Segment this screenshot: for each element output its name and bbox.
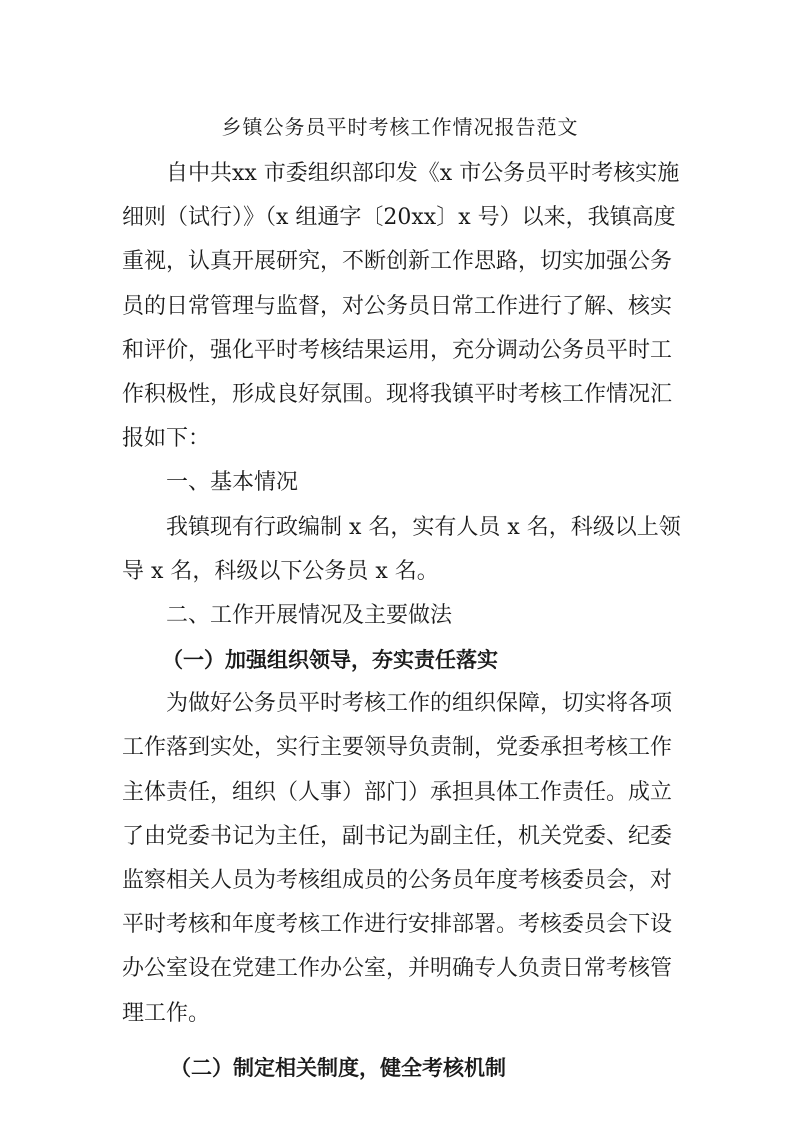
paragraph-line: 主体责任，组织（人事）部门）承担具体工作责任。成立 [122, 779, 673, 805]
paragraph-line: 导 x 名，科级以下公务员 x 名。 [122, 558, 439, 584]
paragraph-line: 平时考核和年度考核工作进行安排部署。考核委员会下设 [122, 912, 673, 938]
paragraph-line: 和评价，强化平时考核结果运用，充分调动公务员平时工 [122, 337, 673, 363]
paragraph-line: 自中共xx 市委组织部印发《x 市公务员平时考核实施 [166, 161, 680, 186]
subsection-heading: （二）制定相关制度，健全考核机制 [170, 1055, 506, 1080]
section-heading: 一、基本情况 [166, 470, 299, 496]
subsection-heading: （一）加强组织领导，夯实责任落实 [162, 648, 498, 673]
paragraph-line: 理工作。 [122, 1000, 211, 1026]
paragraph-line: 作积极性，形成良好氛围。现将我镇平时考核工作情况汇 [122, 381, 673, 407]
paragraph-line: 办公室设在党建工作办公室，并明确专人负责日常考核管 [122, 956, 673, 982]
paragraph-line: 为做好公务员平时考核工作的组织保障，切实将各项 [166, 691, 673, 717]
paragraph-line: 重视，认真开展研究，不断创新工作思路，切实加强公务 [122, 249, 673, 275]
document-body [122, 152, 680, 1090]
paragraph-line: 了由党委书记为主任，副书记为副主任，机关党委、纪委 [122, 823, 673, 849]
paragraph-line: 工作落到实处，实行主要领导负责制，党委承担考核工作 [122, 735, 673, 761]
section-heading: 二、工作开展情况及主要做法 [166, 602, 453, 628]
paragraph-line: 员的日常管理与监督，对公务员日常工作进行了解、核实 [122, 293, 673, 319]
paragraph-line: 我镇现有行政编制 x 名，实有人员 x 名，科级以上领 [166, 514, 681, 540]
paragraph-line: 监察相关人员为考核组成员的公务员年度考核委员会，对 [122, 868, 673, 893]
spacer [122, 1036, 680, 1046]
document-title: 乡镇公务员平时考核工作情况报告范文 [221, 115, 579, 139]
paragraph-line: 报如下： [122, 426, 211, 452]
paragraph-line: 细则（试行）》（x 组通字〔20xx〕x 号）以来，我镇高度 [122, 205, 676, 231]
